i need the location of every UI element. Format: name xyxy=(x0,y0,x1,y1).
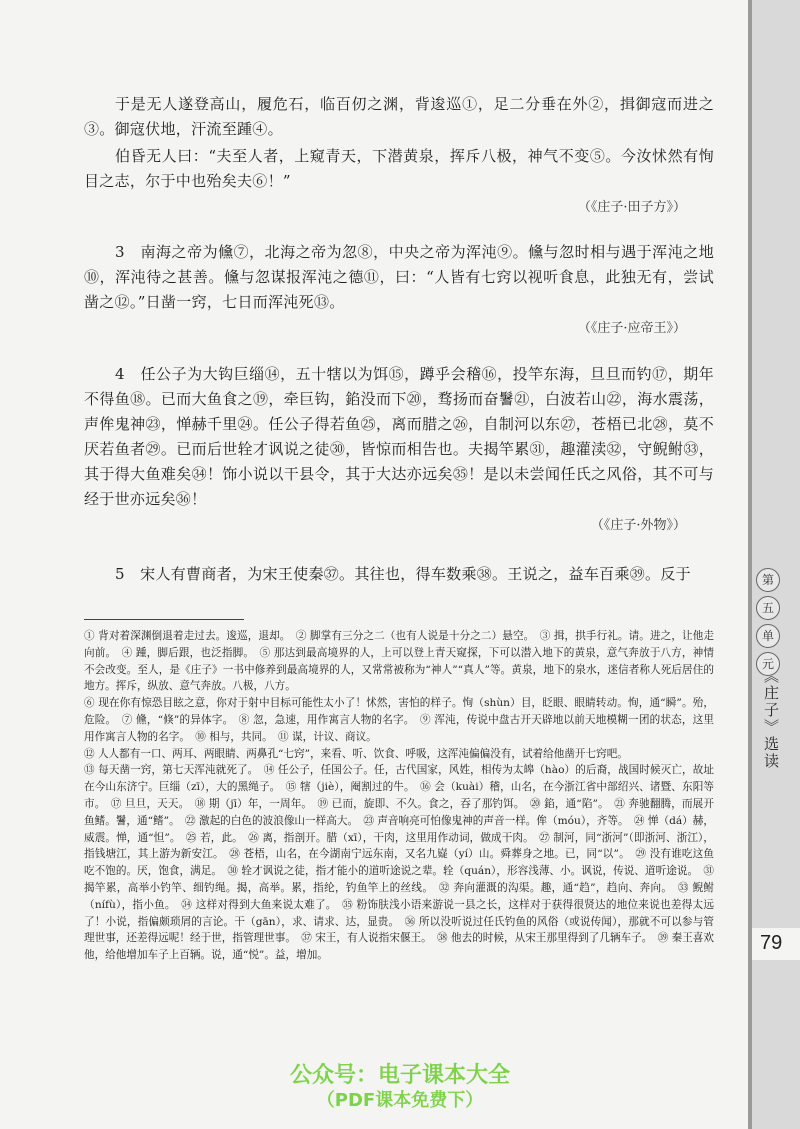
section-4-text: 4 任公子为大钩巨缁⑭，五十犗以为饵⑮，蹲乎会稽⑯，投竿东海，旦旦而钓⑰，期年不得鱼⑱。已而大鱼食之⑲，牵巨钩，錎没而下⑳，骛扬而奋鬐㉑，白波若山㉒，海水震荡，声侔鬼神㉓，惮赫千里㉔。任公子得若鱼㉕，离而腊之㉖，自制河以东㉗，苍梧已北㉘，莫不厌若鱼者㉙。已而后世辁才讽说之徒㉚，皆惊而相告也。夫揭竿累㉛，趣灌渎㉜，守鲵鲋㉝，其于得大鱼难矣㉞！饰小说以干县令，其于大达亦远矣㉟！是以未尝闻任氏之风俗，其不可与经于世亦远矣㊱！ xyxy=(84,365,714,508)
footnote-block: ① 背对着深渊倒退着走过去。逡巡，退却。 ② 脚掌有三分之二（也有人说是十分之二）悬空。 ③ 揖，拱手行礼。请。进之，让他走向前。 ④ 踵，脚后跟，也泛指脚。 ⑤ 那达到最高境界的人，上可以登上青天窥探，下可以潜入地下的黄泉，意气奔放于八方，神情不会改变。至人，是《庄子》一书中修养到最高境界的人，又常常被称为“神人”“真人”等。黄泉，地下的泉水，迷信者称人死后居住的地方。挥斥，纵放、意气奔放。八极，八方。 xyxy=(84,630,714,693)
unit-char: 五 xyxy=(756,596,780,620)
watermark-line-1: 公众号：电子课本大全 xyxy=(289,1063,510,1088)
footnotes xyxy=(84,628,714,964)
footnote-block: ⑫ 人人都有一口、两耳、两眼睛、两鼻孔“七窍”，来看、听、饮食、呼吸，这浑沌偏偏没有，试着给他凿开七窍吧。 xyxy=(84,747,628,760)
section-2-para-2: 伯昏无人曰：“夫至人者，上窥青天，下潜黄泉，挥斥八极，神气不变⑤。今汝怵然有恂目之志，尔于中也殆矣夫⑥！” xyxy=(84,147,714,190)
footnote-divider xyxy=(84,619,244,620)
section-4-source: （《庄子·外物》） xyxy=(590,518,686,533)
section-4 xyxy=(84,362,714,536)
unit-tab xyxy=(752,568,784,676)
footnote-block: ⑥ 现在你有惊恐目眩之意，你对于射中目标可能性太小了！怵然，害怕的样子。恂（shùn）目，眨眼、眼睛转动。恂，通“瞬”。殆，危险。 ⑦ 儵，“倏”的异体字。 ⑧ 忽，急速，用作寓言人物的名字。 ⑨ 浑沌，传说中盘古开天辟地以前天地模糊一团的状态，这里用作寓言人物的名字。 ⑩ 相与，共同。 ⑪ 谋，计议、商议。 xyxy=(84,697,714,743)
section-2 xyxy=(84,92,714,218)
page-number: 79 xyxy=(760,932,783,954)
unit-char: 单 xyxy=(756,624,780,648)
section-5 xyxy=(84,562,714,587)
book-title-vertical: 《庄子》选读 xyxy=(762,668,780,770)
section-2-para-1: 于是无人遂登高山，履危石，临百仞之渊，背逡巡①，足二分垂在外②，揖御寇而进之③。御寇伏地，汗流至踵④。 xyxy=(84,95,714,138)
unit-char: 第 xyxy=(756,568,780,592)
watermark-line-2: （PDF课本免费下） xyxy=(316,1090,484,1111)
section-2-source: （《庄子·田子方》） xyxy=(577,200,686,215)
section-5-text: 5 宋人有曹商者，为宋王使秦㊲。其往也，得车数乘㊳。王说之，益车百乘㊴。反于 xyxy=(115,565,691,583)
section-3-source: （《庄子·应帝王》） xyxy=(577,321,686,336)
footnote-block: ⑬ 每天凿一窍，第七天浑沌就死了。 ⑭ 任公子，任国公子。任，古代国家，风姓，相传为太皞（hào）的后裔，战国时候灭亡，故址在今山东济宁。巨缁（zī），大的黑绳子。 ⑮ 犗（jiè），阉割过的牛。 ⑯ 会（kuài）稽，山名，在今浙江省中部绍兴、诸暨、东阳等市。 ⑰ 旦旦，天天。 ⑱ 期（jī）年，一周年。 ⑲ 已而，旋即、不久。食之，吞了那钓饵。 ⑳ 錎，通“陷”。 ㉑ 奔驰翻腾，而展开鱼鳍。鬐，通“鳍”。 ㉒ 激起的白色的波浪像山一样高大。 ㉓ 声音响亮可怕像鬼神的声音一样。侔（móu），齐等。 ㉔ 惮（dá）赫，威震。惮，通“怛”。 ㉕ 若，此。 ㉖ 离，指剖开。腊（xī），干肉，这里用作动词，做成干肉。 ㉗ 制河，同“浙河”（即浙河、浙江），指钱塘江，其上游为新安江。 ㉘ 苍梧，山名，在今湖南宁远东南，又名九嶷（yí）山。舜葬身之地。已，同“以”。 ㉙ 没有谁吃这鱼吃不饱的。厌，饱食，满足。 ㉚ 辁才讽说之徒，指才能小的道听途说之辈。辁（quán），形容浅薄、小。讽说，传说、道听途说。 ㉛ 揭竿累，高举小钓竿、细钓绳。揭，高举。累，指纶，钓鱼竿上的丝线。 ㉜ 奔向灌溉的沟渠。趣，通“趋”，趋向、奔向。 ㉝ 鲵鲋（nífù），指小鱼。 ㉞ 这样对得到大鱼来说太难了。 ㉟ 粉饰肤浅小语来游说一县之长，这样对于获得很贤达的地位来说也差得太远了！小说，指偏颇琐屑的言论。干（gān），求、请求、达，显贵。 ㊱ 所以没听说过任氏钓鱼的风俗（或说传闻），那就不可以参与管理世事，还差得远呢！经于世，指管理世事。 ㊲ 宋王，有人说指宋偃王。 ㊳ 他去的时候，从宋王那里得到了几辆车子。 ㊴ 秦王喜欢他，给他增加车子上百辆。说，通“悦”。益，增加。 xyxy=(84,764,714,962)
section-3 xyxy=(84,240,714,339)
unit-char: 元 xyxy=(756,652,780,676)
section-3-text: 3 南海之帝为儵⑦，北海之帝为忽⑧，中央之帝为浑沌⑨。儵与忽时相与遇于浑沌之地⑩，浑沌待之甚善。儵与忽谋报浑沌之德⑪，曰：“人皆有七窍以视听食息，此独无有，尝试凿之⑫。”日凿一窍，七日而浑沌死⑬。 xyxy=(84,243,714,311)
